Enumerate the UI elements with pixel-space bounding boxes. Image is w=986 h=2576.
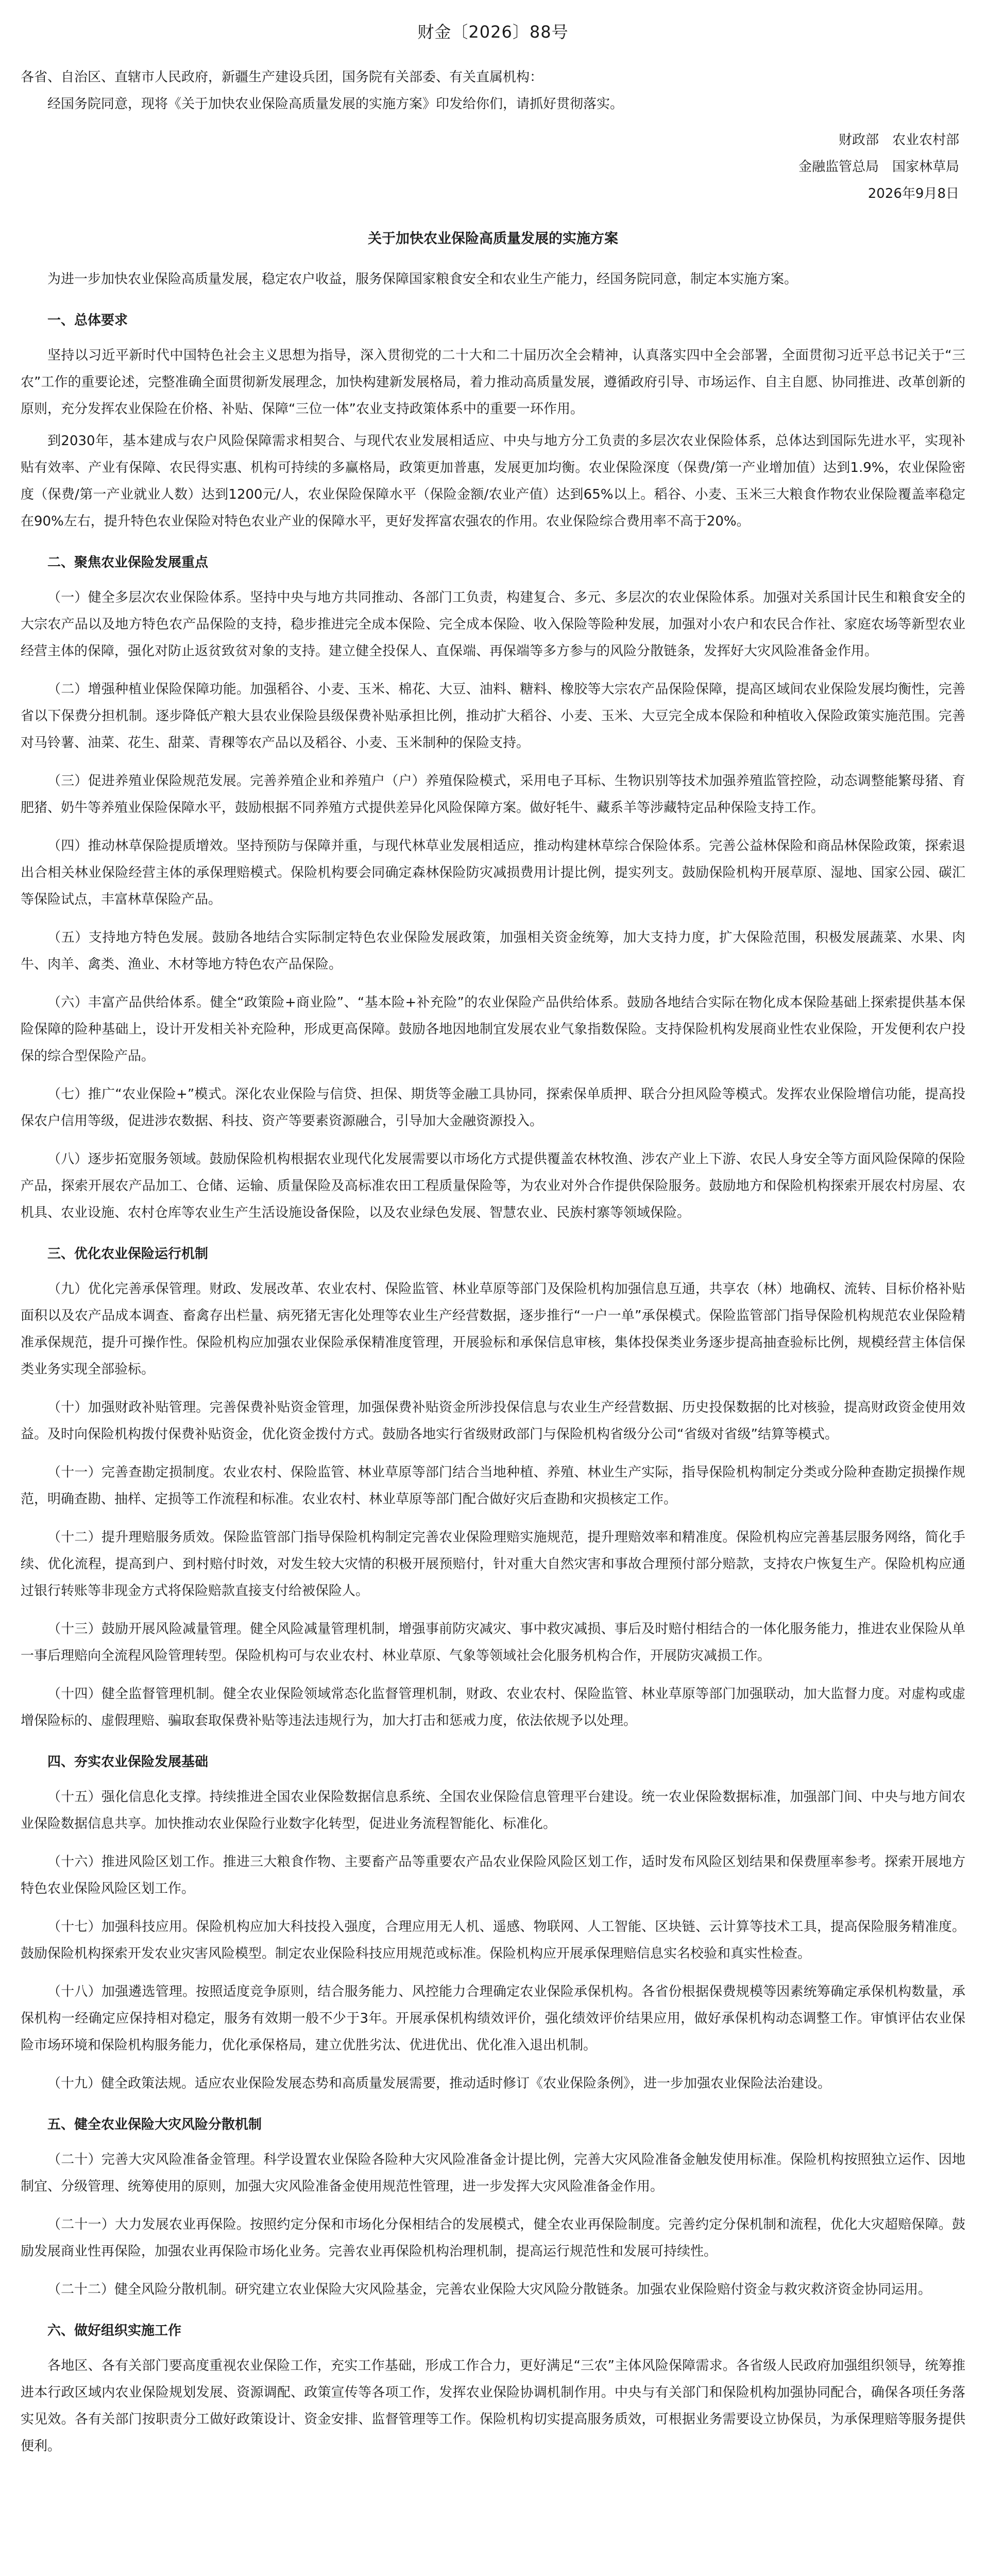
item-paragraph: （十九）健全政策法规。适应农业保险发展态势和高质量发展需要，推动适时修订《农业保险条例》，进一步加强农业保险法治建设。 <box>47 2076 831 2091</box>
forwarding-notice: 经国务院同意，现将《关于加快农业保险高质量发展的实施方案》印发给你们，请抓好贯彻落实。 <box>47 96 624 112</box>
item-paragraph: （四）推动林草保险提质增效。坚持预防与保障并重，与现代林草业发展相适应，推动构建林草综合保险体系。完善公益林保险和商品林保险政策，探索退出合相关林业保险经营主体的承保理赔模式。保险机构要会同确定森林保险防灾减损费用计提比例，提实列支。鼓励保险机构开展草原、湿地、国家公园、碳汇等保险试点，丰富林草保险产品。 <box>21 838 965 907</box>
item-paragraph: 各地区、各有关部门要高度重视农业保险工作，充实工作基础，形成工作合力，更好满足“三农”主体风险保障需求。各省级人民政府加强组织领导，统筹推进本行政区域内农业保险规划发展、资源调配、政策宣传等各项工作，发挥农业保险协调机制作用。中央与有关部门和保险机构加强协同配合，确保各项任务落实见效。各有关部门按职责分工做好政策设计、资金安排、监督管理等工作。保险机构切实提高服务质效，可根据业务需要设立协保员，为承保理赔等服务提供便利。 <box>21 2358 965 2454</box>
item-paragraph: （七）推广“农业保险+”模式。深化农业保险与信贷、担保、期货等金融工具协同，探索保单质押、联合分担风险等模式。发挥农业保险增信功能，提高投保农户信用等级，促进涉农数据、科技、资产等要素资源融合，引导加大金融资源投入。 <box>21 1087 965 1129</box>
section-operating-mechanism <box>21 1241 965 1734</box>
section-implementation <box>21 2317 965 2460</box>
section-general-requirements <box>21 307 965 535</box>
document-number: 财金〔2026〕88号 <box>417 22 569 42</box>
section-heading: 六、做好组织实施工作 <box>47 2323 182 2338</box>
recipients-line: 各省、自治区、直辖市人民政府，新疆生产建设兵团，国务院有关部委、有关直属机构： <box>21 70 543 85</box>
item-paragraph: （十四）健全监督管理机制。健全农业保险领域常态化监督管理机制，财政、农业农村、保险监管、林业草原等部门加强联动，加大监督力度。对虚构或虚增保险标的、虚假理赔、骗取套取保费补贴等违法违规行为，加大打击和惩戒力度，依法依规予以处理。 <box>21 1686 965 1728</box>
section-heading: 二、聚焦农业保险发展重点 <box>47 555 209 570</box>
section-development-priorities <box>21 549 965 1226</box>
item-paragraph: （八）逐步拓宽服务领域。鼓励保险机构根据农业现代化发展需要以市场化方式提供覆盖农林牧渔、涉农产业上下游、农民人身安全等方面风险保障的保险产品，探索开展农产品加工、仓储、运输、质量保险及高标准农田工程质量保险等，为农业对外合作提供保险服务。鼓励地方和保险机构探索开展农村房屋、农机具、农业设施、农村仓库等农业生产生活设施设备保险，以及农业绿色发展、智慧农业、民族村寨等领域保险。 <box>21 1151 965 1221</box>
item-paragraph: （十一）完善查勘定损制度。农业农村、保险监管、林业草原等部门结合当地种植、养殖、林业生产实际，指导保险机构制定分类或分险种查勘定损操作规范，明确查勘、抽样、定损等工作流程和标准。农业农村、林业草原等部门配合做好灾后查勘和灾损核定工作。 <box>21 1465 965 1507</box>
item-paragraph: （二十一）大力发展农业再保险。按照约定分保和市场化分保相结合的发展模式，健全农业再保险制度。完善约定分保机制和流程，优化大灾超赔保障。鼓励发展商业性再保险，加强农业再保险市场化业务。完善农业再保险机构治理机制，提高运行规范性和发展可持续性。 <box>21 2217 965 2259</box>
section-paragraph: 到2030年，基本建成与农户风险保障需求相契合、与现代农业发展相适应、中央与地方分工负责的多层次农业保险体系，总体达到国际先进水平，实现补贴有效率、产业有保障、农民得实惠、机构可持续的多赢格局，政策更加普惠，发展更加均衡。农业保险深度（保费/第一产业增加值）达到1.9%，农业保险密度（保费/第一产业就业人数）达到1200元/人，农业保险保障水平（保险金额/农业产值）达到65%以上。稻谷、小麦、玉米三大粮食作物农业保险覆盖率稳定在90%左右，提升特色农业保险对特色农业产业的保障水平，更好发挥富农强农的作用。农业保险综合费用率不高于20%。 <box>21 433 965 529</box>
item-paragraph: （二十二）健全风险分散机制。研究建立农业保险大灾风险基金，完善农业保险大灾风险分散链条。加强农业保险赔付资金与救灾救济资金协同运用。 <box>47 2282 932 2297</box>
plan-title: 关于加快农业保险高质量发展的实施方案 <box>368 231 618 247</box>
item-paragraph: （十八）加强遴选管理。按照适度竞争原则，结合服务能力、风控能力合理确定农业保险承保机构。各省份根据保费规模等因素统筹确定承保机构数量，承保机构一经确定应保持相对稳定，服务有效期一般不少于3年。开展承保机构绩效评价，强化绩效评价结果应用，做好承保机构动态调整工作。审慎评估农业保险市场环境和保险机构服务能力，优化承保格局，建立优胜劣汰、优进优出、优化准入退出机制。 <box>21 1984 965 2053</box>
item-paragraph: （五）支持地方特色发展。鼓励各地结合实际制定特色农业保险发展政策，加强相关资金统筹，加大支持力度，扩大保险范围，积极发展蔬菜、水果、肉牛、肉羊、禽类、渔业、木材等地方特色农产品保险。 <box>21 930 965 972</box>
item-paragraph: （十六）推进风险区划工作。推进三大粮食作物、主要畜产品等重要农产品农业保险风险区划工作，适时发布风险区划结果和保费厘率参考。探索开展地方特色农业保险风险区划工作。 <box>21 1854 965 1896</box>
item-paragraph: （二）增强种植业保险保障功能。加强稻谷、小麦、玉米、棉花、大豆、油料、糖料、橡胶等大宗农产品保险保障，提高区域间农业保险发展均衡性，完善省以下保费分担机制。逐步降低产粮大县农业保险县级保费补贴承担比例，推动扩大稻谷、小麦、玉米、大豆完全成本保险和种植收入保险政策实施范围。完善对马铃薯、油菜、花生、甜菜、青稞等农产品以及稻谷、小麦、玉米制种的保险支持。 <box>21 682 965 751</box>
section-heading: 三、优化农业保险运行机制 <box>47 1246 209 1262</box>
section-heading: 四、夯实农业保险发展基础 <box>47 1754 209 1770</box>
section-heading: 五、健全农业保险大灾风险分散机制 <box>47 2117 262 2132</box>
item-paragraph: （六）丰富产品供给体系。健全“政策险+商业险”、“基本险+补充险”的农业保险产品供给体系。鼓励各地结合实际在物化成本保险基础上探索提供基本保险保障的险种基础上，设计开发相关补充险种，形成更高保障。鼓励各地因地制宜发展农业气象指数保险。支持保险机构发展商业性农业保险，开发便利农户投保的综合型保险产品。 <box>21 995 965 1064</box>
signer-line-2: 金融监管总局 国家林草局 <box>798 159 959 175</box>
item-paragraph: （二十）完善大灾风险准备金管理。科学设置农业保险各险种大灾风险准备金计提比例，完善大灾风险准备金触发使用标准。保险机构按照独立运作、因地制宜、分级管理、统筹使用的原则，加强大灾风险准备金使用规范性管理，进一步发挥大灾风险准备金作用。 <box>21 2152 965 2194</box>
item-paragraph: （十五）强化信息化支撑。持续推进全国农业保险数据信息系统、全国农业保险信息管理平台建设。统一农业保险数据标准，加强部门间、中央与地方间农业保险数据信息共享。加快推动农业保险行业数字化转型，促进业务流程智能化、标准化。 <box>21 1789 965 1832</box>
signer-line-1: 财政部 农业农村部 <box>838 132 959 148</box>
plan-intro: 为进一步加快农业保险高质量发展，稳定农户收益，服务保障国家粮食安全和农业生产能力，经国务院同意，制定本实施方案。 <box>47 272 798 287</box>
issue-date: 2026年9月8日 <box>868 186 959 201</box>
item-paragraph: （十二）提升理赔服务质效。保险监管部门指导保险机构制定完善农业保险理赔实施规范，提升理赔效率和精准度。保险机构应完善基层服务网络，简化手续、优化流程，提高到户、到村赔付时效，对发生较大灾情的积极开展预赔付，针对重大自然灾害和事故合理预付部分赔款，支持农户恢复生产。保险机构应通过银行转账等非现金方式将保险赔款直接支付给被保险人。 <box>21 1530 965 1599</box>
section-heading: 一、总体要求 <box>47 313 128 328</box>
item-paragraph: （十七）加强科技应用。保险机构应加大科技投入强度，合理应用无人机、遥感、物联网、人工智能、区块链、云计算等技术工具，提高保险服务精准度。鼓励保险机构探索开发农业灾害风险模型。制定农业保险科技应用规范或标准。保险机构应开展承保理赔信息实名校验和真实性检查。 <box>21 1919 965 1961</box>
section-paragraph: 坚持以习近平新时代中国特色社会主义思想为指导，深入贯彻党的二十大和二十届历次全会精神，认真落实四中全会部署，全面贯彻习近平总书记关于“三农”工作的重要论述，完整准确全面贯彻新发展理念，加快构建新发展格局，着力推动高质量发展，遵循政府引导、市场运作、自主自愿、协同推进、改革创新的原则，充分发挥农业保险在价格、补贴、保障“三位一体”农业支持政策体系中的重要一环作用。 <box>21 348 965 417</box>
item-paragraph: （十）加强财政补贴管理。完善保费补贴资金管理，加强保费补贴资金所涉投保信息与农业生产经营数据、历史投保数据的比对核验，提高财政资金使用效益。及时向保险机构拨付保费补贴资金，优化资金拨付方式。鼓励各地实行省级财政部门与保险机构省级分公司“省级对省级”结算等模式。 <box>21 1400 965 1442</box>
document-page <box>21 20 965 2576</box>
signing-authorities <box>21 127 965 207</box>
item-paragraph: （九）优化完善承保管理。财政、发展改革、农业农村、保险监管、林业草原等部门及保险机构加强信息互通，共享农（林）地确权、流转、目标价格补贴面积以及农产品成本调查、畜禽存出栏量、病死猪无害化处理等农业生产经营数据，逐步推行“一户一单”承保模式。保险监管部门指导保险机构规范农业保险精准承保规范，提升可操作性。保险机构应加强农业保险承保精准度管理，开展验标和承保信息审核，集体投保类业务逐步提高抽查验标比例，规模经营主体信保类业务实现全部验标。 <box>21 1281 965 1377</box>
item-paragraph: （一）健全多层次农业保险体系。坚持中央与地方共同推动、各部门工负责，构建复合、多元、多层次的农业保险体系。加强对关系国计民生和粮食安全的大宗农产品以及地方特色农产品保险的支持，稳步推进完全成本保险、完全成本保险、收入保险等险种发展，加强对小农户和农民合作社、家庭农场等新型农业经营主体的保障，强化对防止返贫致贫对象的支持。建立健全投保人、直保端、再保端等多方参与的风险分散链条，发挥好大灾风险准备金作用。 <box>21 590 965 659</box>
item-paragraph: （十三）鼓励开展风险减量管理。健全风险减量管理机制，增强事前防灾减灾、事中救灾减损、事后及时赔付相结合的一体化服务能力，推进农业保险从单一事后理赔向全流程风险管理转型。保险机构可与农业农村、林业草原、气象等领域社会化服务机构合作，开展防灾减损工作。 <box>21 1621 965 1664</box>
section-development-foundation <box>21 1749 965 2097</box>
item-paragraph: （三）促进养殖业保险规范发展。完善养殖企业和养殖户（户）养殖保险模式，采用电子耳标、生物识别等技术加强养殖监管控险，动态调整能繁母猪、育肥猪、奶牛等养殖业保险保障水平，鼓励根据不同养殖方式提供差异化风险保障方案。做好牦牛、藏系羊等涉藏特定品种保险支持工作。 <box>21 773 965 816</box>
section-catastrophe-risk <box>21 2111 965 2303</box>
